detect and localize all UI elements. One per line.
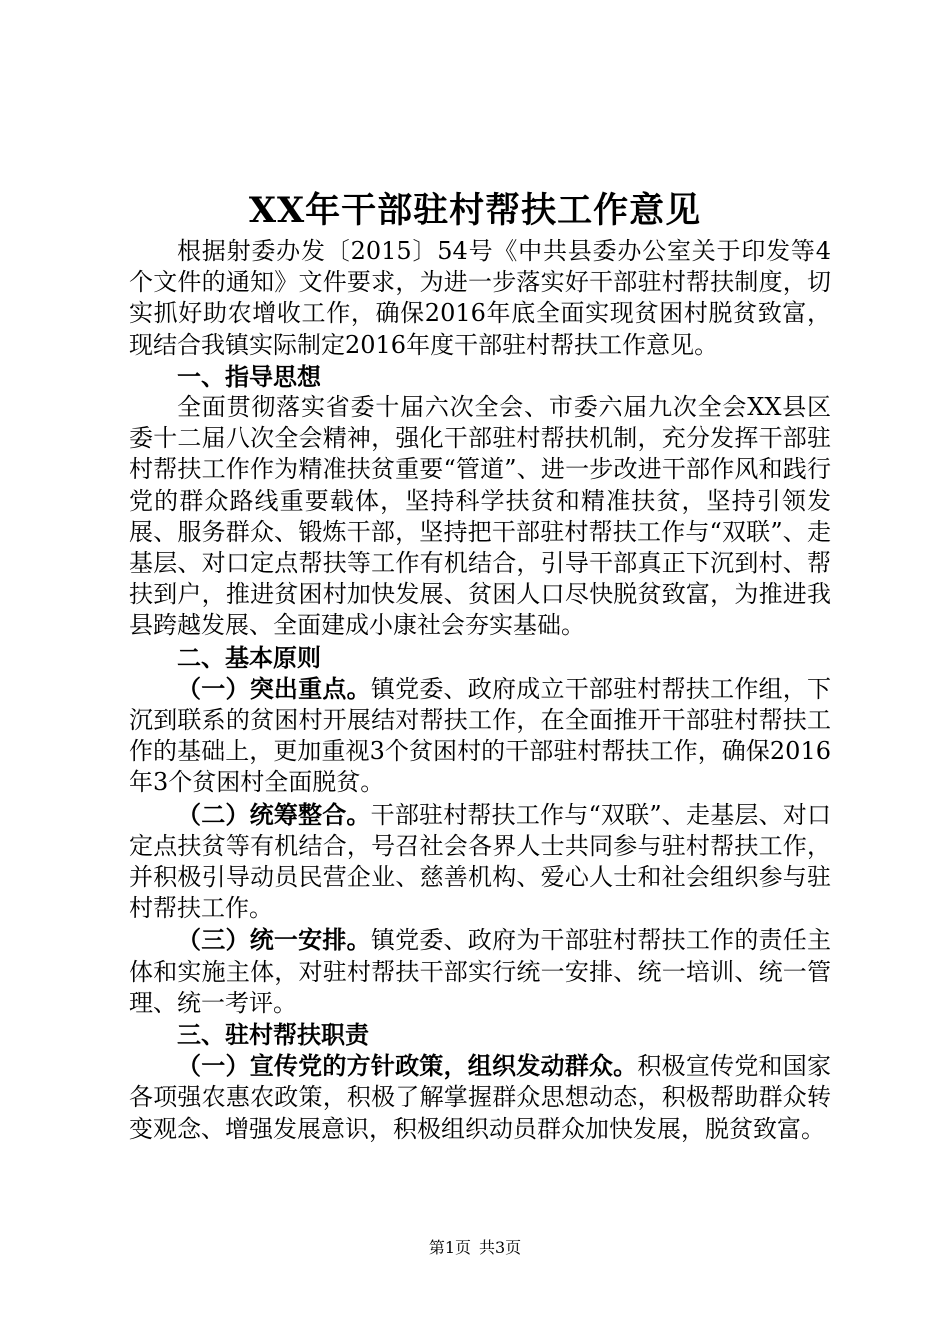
- principle-item-text: 镇党委、政府成立干部驻村帮扶工作组，下沉到联系的贫困村开展结对帮扶工作，在全面推开干部驻村帮扶工作的基础上，更加重视3个贫困村的干部驻村帮扶工作，确保2016年3个贫困村全面脱贫。: [129, 674, 832, 797]
- section-heading-basic-principles: 二、基本原则: [177, 642, 321, 672]
- principle-item-lead: （三）统一安排。: [177, 925, 371, 955]
- intro-paragraph: 根据射委办发〔2015〕54号《中共县委办公室关于印发等4个文件的通知》文件要求，为进一步落实好干部驻村帮扶制度，切实抓好助农增收工作，确保2016年底全面实现贫困村脱贫致富，现结合我镇实际制定2016年度干部驻村帮扶工作意见。: [129, 237, 831, 359]
- principle-item: [129, 673, 831, 799]
- duty-item: [129, 1050, 831, 1145]
- section-heading-guiding-thought: 一、指导思想: [177, 361, 321, 391]
- document-body: [129, 236, 831, 1145]
- principle-item-text: 镇党委、政府为干部驻村帮扶工作的责任主体和实施主体，对驻村帮扶干部实行统一安排、统一培训、统一管理、统一考评。: [129, 926, 832, 1017]
- document-title: XX年干部驻村帮扶工作意见: [248, 190, 702, 231]
- page-footer: [0, 1236, 950, 1260]
- principle-item-lead: （二）统筹整合。: [177, 799, 371, 829]
- principle-item-lead: （一）突出重点。: [177, 673, 371, 703]
- guiding-thought-paragraph: 全面贯彻落实省委十届六次全会、市委六届九次全会XX县区委十二届八次全会精神，强化干部驻村帮扶机制，充分发挥干部驻村帮扶工作作为精准扶贫重要“管道”、进一步改进干部作风和践行党的群众路线重要载体，坚持科学扶贫和精准扶贫，坚持引领发展、服务群众、锻炼干部，坚持把干部驻村帮扶工作与“双联”、走基层、对口定点帮扶等工作有机结合，引导干部真正下沉到村、帮扶到户，推进贫困村加快发展、贫困人口尽快脱贫致富，为推进我县跨越发展、全面建成小康社会夯实基础。: [129, 393, 831, 640]
- page-total: 共3页: [479, 1238, 522, 1257]
- principle-item: [129, 799, 831, 925]
- principle-item: [129, 924, 831, 1019]
- section-heading-duties: 三、驻村帮扶职责: [177, 1020, 369, 1050]
- duty-item-lead: （一）宣传党的方针政策，组织发动群众。: [177, 1051, 638, 1081]
- page-number: 第1页: [428, 1238, 471, 1257]
- duty-item-text: 积极宣传党和国家各项强农惠农政策，积极了解掌握群众思想动态，积极帮助群众转变观念、增强发展意识，积极组织动员群众加快发展，脱贫致富。: [129, 1052, 832, 1143]
- principle-item-text: 干部驻村帮扶工作与“双联”、走基层、对口定点扶贫等有机结合，号召社会各界人士共同参与驻村帮扶工作，并积极引导动员民营企业、慈善机构、爱心人士和社会组织参与驻村帮扶工作。: [129, 800, 832, 923]
